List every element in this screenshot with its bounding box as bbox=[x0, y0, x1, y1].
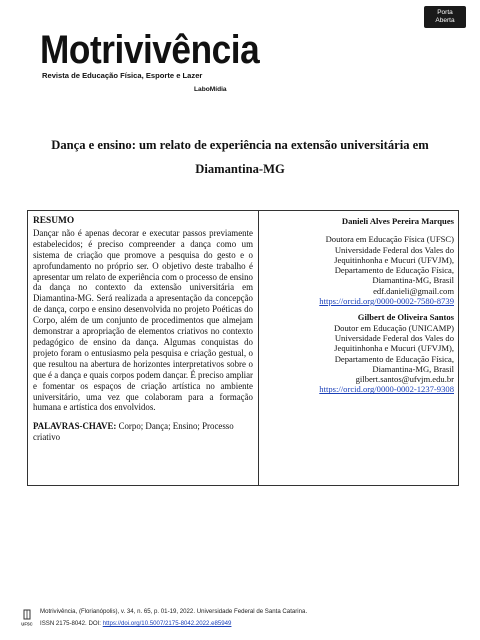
authors-column bbox=[262, 216, 454, 395]
university-logo-icon bbox=[20, 609, 34, 627]
journal-subtitle: Revista de Educação Física, Esporte e Lazer bbox=[42, 71, 203, 80]
footer-citation: Motrivivência, (Florianópolis), v. 34, n. 65, p. 01-19, 2022. Universidade Federal de Santa Catarina. bbox=[40, 608, 308, 615]
university-logo-text: UFSC bbox=[21, 621, 33, 627]
journal-logo bbox=[40, 30, 289, 80]
author-affiliation-line: Universidade Federal dos Vales do bbox=[334, 332, 454, 343]
keywords bbox=[33, 421, 253, 443]
author-email: gilbert.santos@ufvjm.edu.br bbox=[355, 374, 454, 385]
author-affiliation-line: Doutora em Educação Física (UFSC) bbox=[325, 234, 454, 245]
author-affiliation-line: Diamantina-MG, Brasil bbox=[372, 363, 454, 374]
article-title-line1: Dança e ensino: um relato de experiência na extensão universitária em bbox=[51, 138, 429, 152]
author-email: edf.danieli@gmail.com bbox=[373, 285, 454, 296]
abstract-text: Dançar não é apenas decorar e executar passos previamente estabelecidos; é preciso compreender a dança como um sistema de criação que promove a pesquisa do gesto e o aprofundamento no próprio ser. O objetivo deste trabalho é apresentar um relato de experiência com o processo de ensino da dança no contexto da extensão universitária em Diamantina-MG. Será realizada a apresentação da concepção de dança, corpo e ensino desenvolvida no projeto Poéticas do Corpo, além de um conjunto de procedimentos que almejam demonstrar a apropriação de elementos criativos no contexto pedagógico de ensino da dança. Algumas conquistas do projeto foram o entusiasmo pela pesquisa e criação gestual, o que resultou na abertura de horizontes interpretativos sobre o que é a dança e quais corpos podem dançar. É preciso ampliar e fomentar os espaços de criação artística no ambiente universitário, uma vez que colaboram para a formação humana e artística dos envolvidos. bbox=[33, 227, 253, 413]
author-affiliation-line: Jequitinhonha e Mucuri (UFVJM), bbox=[334, 343, 454, 354]
author-affiliation-line: Diamantina-MG, Brasil bbox=[372, 275, 454, 286]
author-affiliation-line: Universidade Federal dos Vales do bbox=[334, 244, 454, 255]
page-footer bbox=[40, 606, 307, 630]
author-name: Gilbert de Oliveira Santos bbox=[357, 312, 454, 323]
badge-line2: Aberta bbox=[435, 17, 455, 24]
author-affiliation-line: Departamento de Educação Física, bbox=[334, 353, 454, 364]
abstract-heading: RESUMO bbox=[33, 216, 75, 226]
abstract-column bbox=[33, 216, 253, 443]
author-affiliation-line: Jequitinhonha e Mucuri (UFVJM), bbox=[334, 254, 454, 265]
author-name: Danieli Alves Pereira Marques bbox=[341, 216, 454, 226]
footer-issn: ISSN 2175-8042. DOI: bbox=[40, 620, 101, 627]
author-affiliation-line: Doutor em Educação (UNICAMP) bbox=[333, 322, 454, 333]
keywords-label: PALAVRAS-CHAVE: bbox=[33, 421, 117, 432]
journal-name: Motrivivência bbox=[40, 28, 260, 72]
doi-link[interactable]: https://doi.org/10.5007/2175-8042.2022.e85949 bbox=[102, 620, 232, 627]
keywords-list: Corpo; Dança; Ensino; Processo criativo bbox=[33, 421, 234, 443]
orcid-link[interactable]: https://orcid.org/0000-0002-1237-9308 bbox=[319, 384, 454, 395]
badge-line1: Porta bbox=[437, 9, 453, 16]
column-divider bbox=[258, 210, 259, 486]
orcid-link[interactable]: https://orcid.org/0000-0002-7580-8739 bbox=[319, 296, 454, 307]
article-title-line2: Diamantina-MG bbox=[195, 162, 285, 176]
open-access-badge bbox=[424, 6, 466, 28]
author-affiliation-line: Departamento de Educação Física, bbox=[334, 265, 454, 276]
lab-name: LaboMídia bbox=[194, 86, 227, 93]
